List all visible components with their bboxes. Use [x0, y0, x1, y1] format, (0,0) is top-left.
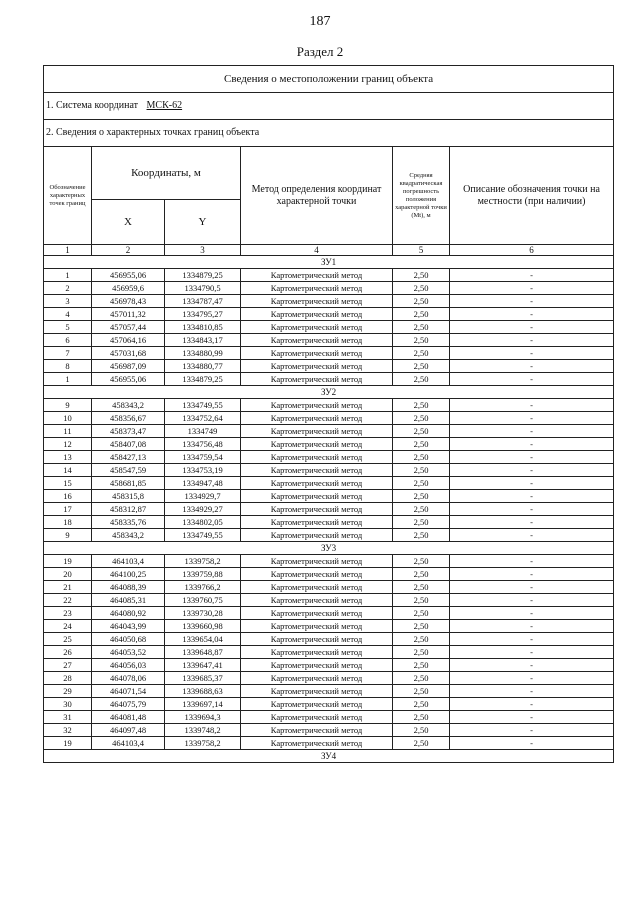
- point-number-cell: 1: [44, 269, 92, 282]
- point-number-cell: 30: [44, 698, 92, 711]
- table-row: [44, 594, 614, 607]
- accuracy-cell: 2,50: [393, 659, 450, 672]
- table-row: [44, 451, 614, 464]
- description-cell: -: [450, 698, 614, 711]
- y-coordinate-cell: 1334752,64: [165, 412, 241, 425]
- header-y: Y: [165, 200, 241, 245]
- accuracy-cell: 2,50: [393, 503, 450, 516]
- point-number-cell: 5: [44, 321, 92, 334]
- accuracy-cell: 2,50: [393, 269, 450, 282]
- description-cell: -: [450, 659, 614, 672]
- method-cell: Картометрический метод: [241, 646, 393, 659]
- method-cell: Картометрический метод: [241, 425, 393, 438]
- y-coordinate-cell: 1339654,04: [165, 633, 241, 646]
- method-cell: Картометрический метод: [241, 334, 393, 347]
- accuracy-cell: 2,50: [393, 451, 450, 464]
- description-cell: -: [450, 399, 614, 412]
- method-cell: Картометрический метод: [241, 295, 393, 308]
- point-number-cell: 13: [44, 451, 92, 464]
- table-row: [44, 269, 614, 282]
- method-cell: Картометрический метод: [241, 672, 393, 685]
- point-number-cell: 1: [44, 373, 92, 386]
- y-coordinate-cell: 1339694,3: [165, 711, 241, 724]
- description-cell: -: [450, 724, 614, 737]
- method-cell: Картометрический метод: [241, 373, 393, 386]
- column-number: 6: [450, 245, 614, 256]
- description-cell: -: [450, 646, 614, 659]
- description-cell: -: [450, 737, 614, 750]
- method-cell: Картометрический метод: [241, 412, 393, 425]
- y-coordinate-cell: 1339748,2: [165, 724, 241, 737]
- x-coordinate-cell: 458356,67: [92, 412, 165, 425]
- x-coordinate-cell: 457057,44: [92, 321, 165, 334]
- description-cell: -: [450, 373, 614, 386]
- table-title: Сведения о местоположении границ объекта: [44, 66, 614, 93]
- y-coordinate-cell: 1334753,19: [165, 464, 241, 477]
- method-cell: Картометрический метод: [241, 503, 393, 516]
- description-cell: -: [450, 282, 614, 295]
- method-cell: Картометрический метод: [241, 516, 393, 529]
- column-number-row: [44, 245, 614, 256]
- description-cell: -: [450, 425, 614, 438]
- y-coordinate-cell: 1334802,05: [165, 516, 241, 529]
- y-coordinate-cell: 1334879,25: [165, 269, 241, 282]
- table-row: [44, 477, 614, 490]
- y-coordinate-cell: 1339697,14: [165, 698, 241, 711]
- point-number-cell: 10: [44, 412, 92, 425]
- description-cell: -: [450, 269, 614, 282]
- description-cell: -: [450, 490, 614, 503]
- coord-system-label: 1. Система координат: [46, 100, 139, 111]
- point-number-cell: 27: [44, 659, 92, 672]
- coord-system-value: МСК-62: [146, 100, 183, 111]
- y-coordinate-cell: 1339660,98: [165, 620, 241, 633]
- table-row: [44, 321, 614, 334]
- method-cell: Картометрический метод: [241, 607, 393, 620]
- table-row: [44, 425, 614, 438]
- description-cell: -: [450, 607, 614, 620]
- accuracy-cell: 2,50: [393, 555, 450, 568]
- point-number-cell: 19: [44, 555, 92, 568]
- x-coordinate-cell: 456955,06: [92, 373, 165, 386]
- method-cell: Картометрический метод: [241, 633, 393, 646]
- description-cell: -: [450, 516, 614, 529]
- y-coordinate-cell: 1334880,77: [165, 360, 241, 373]
- x-coordinate-cell: 464050,68: [92, 633, 165, 646]
- point-number-cell: 16: [44, 490, 92, 503]
- point-number-cell: 4: [44, 308, 92, 321]
- y-coordinate-cell: 1334929,7: [165, 490, 241, 503]
- point-number-cell: 24: [44, 620, 92, 633]
- description-cell: -: [450, 360, 614, 373]
- y-coordinate-cell: 1339648,87: [165, 646, 241, 659]
- table-row: [44, 685, 614, 698]
- method-cell: Картометрический метод: [241, 477, 393, 490]
- description-cell: -: [450, 412, 614, 425]
- method-cell: Картометрический метод: [241, 698, 393, 711]
- y-coordinate-cell: 1339758,2: [165, 555, 241, 568]
- point-number-cell: 9: [44, 529, 92, 542]
- y-coordinate-cell: 1334790,5: [165, 282, 241, 295]
- method-cell: Картометрический метод: [241, 659, 393, 672]
- x-coordinate-cell: 457011,32: [92, 308, 165, 321]
- accuracy-cell: 2,50: [393, 581, 450, 594]
- x-coordinate-cell: 464088,39: [92, 581, 165, 594]
- accuracy-cell: 2,50: [393, 516, 450, 529]
- point-number-cell: 21: [44, 581, 92, 594]
- table-row: [44, 711, 614, 724]
- accuracy-cell: 2,50: [393, 477, 450, 490]
- description-cell: -: [450, 620, 614, 633]
- header-designation: Обозначение характерных точек границ: [44, 147, 92, 245]
- description-cell: -: [450, 685, 614, 698]
- description-cell: -: [450, 438, 614, 451]
- accuracy-cell: 2,50: [393, 412, 450, 425]
- y-coordinate-cell: 1334795,27: [165, 308, 241, 321]
- point-number-cell: 23: [44, 607, 92, 620]
- x-coordinate-cell: 464075,79: [92, 698, 165, 711]
- header-coordinates: Координаты, м: [92, 147, 241, 200]
- accuracy-cell: 2,50: [393, 347, 450, 360]
- method-cell: Картометрический метод: [241, 555, 393, 568]
- x-coordinate-cell: 464071,54: [92, 685, 165, 698]
- point-number-cell: 17: [44, 503, 92, 516]
- table-row: [44, 659, 614, 672]
- group-header-row: [44, 256, 614, 269]
- table-row: [44, 399, 614, 412]
- table-row: [44, 412, 614, 425]
- accuracy-cell: 2,50: [393, 282, 450, 295]
- method-cell: Картометрический метод: [241, 581, 393, 594]
- description-cell: -: [450, 633, 614, 646]
- y-coordinate-cell: 1334810,85: [165, 321, 241, 334]
- method-cell: Картометрический метод: [241, 282, 393, 295]
- y-coordinate-cell: 1334843,17: [165, 334, 241, 347]
- point-number-cell: 31: [44, 711, 92, 724]
- table-row: [44, 724, 614, 737]
- point-number-cell: 29: [44, 685, 92, 698]
- table-row: [44, 490, 614, 503]
- group-name: ЗУ1: [44, 256, 614, 269]
- table-row: [44, 295, 614, 308]
- x-coordinate-cell: 458547,59: [92, 464, 165, 477]
- column-number: 4: [241, 245, 393, 256]
- table-row: [44, 581, 614, 594]
- accuracy-cell: 2,50: [393, 490, 450, 503]
- method-cell: Картометрический метод: [241, 724, 393, 737]
- table-row: [44, 672, 614, 685]
- header-description: Описание обозначения точки на местности (при наличии): [450, 147, 614, 245]
- accuracy-cell: 2,50: [393, 334, 450, 347]
- description-cell: -: [450, 477, 614, 490]
- method-cell: Картометрический метод: [241, 737, 393, 750]
- method-cell: Картометрический метод: [241, 620, 393, 633]
- header-method: Метод определения координат характерной точки: [241, 147, 393, 245]
- point-number-cell: 11: [44, 425, 92, 438]
- group-header-row: [44, 542, 614, 555]
- accuracy-cell: 2,50: [393, 711, 450, 724]
- x-coordinate-cell: 458335,76: [92, 516, 165, 529]
- table-row: [44, 633, 614, 646]
- table-row: [44, 620, 614, 633]
- x-coordinate-cell: 458343,2: [92, 529, 165, 542]
- point-number-cell: 20: [44, 568, 92, 581]
- accuracy-cell: 2,50: [393, 685, 450, 698]
- table-row: [44, 334, 614, 347]
- accuracy-cell: 2,50: [393, 633, 450, 646]
- y-coordinate-cell: 1334880,99: [165, 347, 241, 360]
- x-coordinate-cell: 458373,47: [92, 425, 165, 438]
- point-number-cell: 32: [44, 724, 92, 737]
- y-coordinate-cell: 1339766,2: [165, 581, 241, 594]
- description-cell: -: [450, 464, 614, 477]
- description-cell: -: [450, 594, 614, 607]
- table-row: [44, 438, 614, 451]
- y-coordinate-cell: 1334787,47: [165, 295, 241, 308]
- x-coordinate-cell: 464053,52: [92, 646, 165, 659]
- table-row: [44, 568, 614, 581]
- accuracy-cell: 2,50: [393, 425, 450, 438]
- description-cell: -: [450, 568, 614, 581]
- description-cell: -: [450, 711, 614, 724]
- accuracy-cell: 2,50: [393, 737, 450, 750]
- group-header-row: [44, 386, 614, 399]
- y-coordinate-cell: 1339760,75: [165, 594, 241, 607]
- header-x: X: [92, 200, 165, 245]
- x-coordinate-cell: 457064,16: [92, 334, 165, 347]
- table-row: [44, 308, 614, 321]
- table-row: [44, 347, 614, 360]
- x-coordinate-cell: 464097,48: [92, 724, 165, 737]
- description-cell: -: [450, 308, 614, 321]
- accuracy-cell: 2,50: [393, 607, 450, 620]
- x-coordinate-cell: 458681,85: [92, 477, 165, 490]
- table-row: [44, 555, 614, 568]
- point-number-cell: 18: [44, 516, 92, 529]
- accuracy-cell: 2,50: [393, 464, 450, 477]
- y-coordinate-cell: 1334759,54: [165, 451, 241, 464]
- method-cell: Картометрический метод: [241, 464, 393, 477]
- boundary-points-table: [43, 65, 614, 763]
- table-row: [44, 360, 614, 373]
- method-cell: Картометрический метод: [241, 594, 393, 607]
- accuracy-cell: 2,50: [393, 295, 450, 308]
- method-cell: Картометрический метод: [241, 269, 393, 282]
- description-cell: -: [450, 347, 614, 360]
- accuracy-cell: 2,50: [393, 438, 450, 451]
- point-number-cell: 25: [44, 633, 92, 646]
- y-coordinate-cell: 1334879,25: [165, 373, 241, 386]
- method-cell: Картометрический метод: [241, 321, 393, 334]
- table-row: [44, 373, 614, 386]
- table-row: [44, 698, 614, 711]
- description-cell: -: [450, 503, 614, 516]
- accuracy-cell: 2,50: [393, 373, 450, 386]
- accuracy-cell: 2,50: [393, 568, 450, 581]
- x-coordinate-cell: 456959,6: [92, 282, 165, 295]
- x-coordinate-cell: 456987,09: [92, 360, 165, 373]
- table-row: [44, 516, 614, 529]
- accuracy-cell: 2,50: [393, 529, 450, 542]
- x-coordinate-cell: 456978,43: [92, 295, 165, 308]
- y-coordinate-cell: 1334929,27: [165, 503, 241, 516]
- x-coordinate-cell: 457031,68: [92, 347, 165, 360]
- description-cell: -: [450, 451, 614, 464]
- method-cell: Картометрический метод: [241, 568, 393, 581]
- y-coordinate-cell: 1339688,63: [165, 685, 241, 698]
- points-heading: 2. Сведения о характерных точках границ объекта: [44, 120, 614, 147]
- accuracy-cell: 2,50: [393, 646, 450, 659]
- method-cell: Картометрический метод: [241, 347, 393, 360]
- accuracy-cell: 2,50: [393, 672, 450, 685]
- column-number: 2: [92, 245, 165, 256]
- x-coordinate-cell: 464103,4: [92, 737, 165, 750]
- x-coordinate-cell: 464078,06: [92, 672, 165, 685]
- x-coordinate-cell: 464043,99: [92, 620, 165, 633]
- method-cell: Картометрический метод: [241, 308, 393, 321]
- group-header-row: [44, 750, 614, 763]
- method-cell: Картометрический метод: [241, 399, 393, 412]
- point-number-cell: 9: [44, 399, 92, 412]
- y-coordinate-cell: 1334749,55: [165, 529, 241, 542]
- page-number: 187: [309, 14, 331, 29]
- point-number-cell: 7: [44, 347, 92, 360]
- point-number-cell: 3: [44, 295, 92, 308]
- y-coordinate-cell: 1334947,48: [165, 477, 241, 490]
- method-cell: Картометрический метод: [241, 360, 393, 373]
- y-coordinate-cell: 1334749,55: [165, 399, 241, 412]
- description-cell: -: [450, 529, 614, 542]
- x-coordinate-cell: 464085,31: [92, 594, 165, 607]
- accuracy-cell: 2,50: [393, 399, 450, 412]
- point-number-cell: 15: [44, 477, 92, 490]
- x-coordinate-cell: 458315,8: [92, 490, 165, 503]
- group-name: ЗУ3: [44, 542, 614, 555]
- accuracy-cell: 2,50: [393, 321, 450, 334]
- coord-system-row: [44, 93, 614, 120]
- table-row: [44, 607, 614, 620]
- point-number-cell: 22: [44, 594, 92, 607]
- point-number-cell: 8: [44, 360, 92, 373]
- x-coordinate-cell: 458343,2: [92, 399, 165, 412]
- description-cell: -: [450, 295, 614, 308]
- x-coordinate-cell: 464080,92: [92, 607, 165, 620]
- table-row: [44, 282, 614, 295]
- accuracy-cell: 2,50: [393, 594, 450, 607]
- accuracy-cell: 2,50: [393, 698, 450, 711]
- column-number: 5: [393, 245, 450, 256]
- description-cell: -: [450, 321, 614, 334]
- x-coordinate-cell: 458407,08: [92, 438, 165, 451]
- group-name: ЗУ4: [44, 750, 614, 763]
- accuracy-cell: 2,50: [393, 360, 450, 373]
- point-number-cell: 26: [44, 646, 92, 659]
- point-number-cell: 2: [44, 282, 92, 295]
- point-number-cell: 19: [44, 737, 92, 750]
- description-cell: -: [450, 581, 614, 594]
- y-coordinate-cell: 1339758,2: [165, 737, 241, 750]
- accuracy-cell: 2,50: [393, 308, 450, 321]
- group-name: ЗУ2: [44, 386, 614, 399]
- y-coordinate-cell: 1334749: [165, 425, 241, 438]
- y-coordinate-cell: 1339647,41: [165, 659, 241, 672]
- method-cell: Картометрический метод: [241, 451, 393, 464]
- point-number-cell: 14: [44, 464, 92, 477]
- y-coordinate-cell: 1334756,48: [165, 438, 241, 451]
- description-cell: -: [450, 555, 614, 568]
- accuracy-cell: 2,50: [393, 620, 450, 633]
- point-number-cell: 12: [44, 438, 92, 451]
- header-rms: Средняя квадратическая погрешность положения характерной точки (Mt), м: [393, 147, 450, 245]
- column-number: 3: [165, 245, 241, 256]
- x-coordinate-cell: 458312,87: [92, 503, 165, 516]
- x-coordinate-cell: 464103,4: [92, 555, 165, 568]
- x-coordinate-cell: 464081,48: [92, 711, 165, 724]
- x-coordinate-cell: 464056,03: [92, 659, 165, 672]
- x-coordinate-cell: 456955,06: [92, 269, 165, 282]
- table-row: [44, 464, 614, 477]
- method-cell: Картометрический метод: [241, 438, 393, 451]
- description-cell: -: [450, 672, 614, 685]
- y-coordinate-cell: 1339685,37: [165, 672, 241, 685]
- table-row: [44, 737, 614, 750]
- y-coordinate-cell: 1339759,88: [165, 568, 241, 581]
- method-cell: Картометрический метод: [241, 711, 393, 724]
- table-row: [44, 646, 614, 659]
- method-cell: Картометрический метод: [241, 490, 393, 503]
- method-cell: Картометрический метод: [241, 529, 393, 542]
- accuracy-cell: 2,50: [393, 724, 450, 737]
- column-number: 1: [44, 245, 92, 256]
- table-row: [44, 503, 614, 516]
- y-coordinate-cell: 1339730,28: [165, 607, 241, 620]
- table-row: [44, 529, 614, 542]
- x-coordinate-cell: 458427,13: [92, 451, 165, 464]
- point-number-cell: 6: [44, 334, 92, 347]
- section-title: Раздел 2: [296, 44, 344, 59]
- x-coordinate-cell: 464100,25: [92, 568, 165, 581]
- method-cell: Картометрический метод: [241, 685, 393, 698]
- description-cell: -: [450, 334, 614, 347]
- point-number-cell: 28: [44, 672, 92, 685]
